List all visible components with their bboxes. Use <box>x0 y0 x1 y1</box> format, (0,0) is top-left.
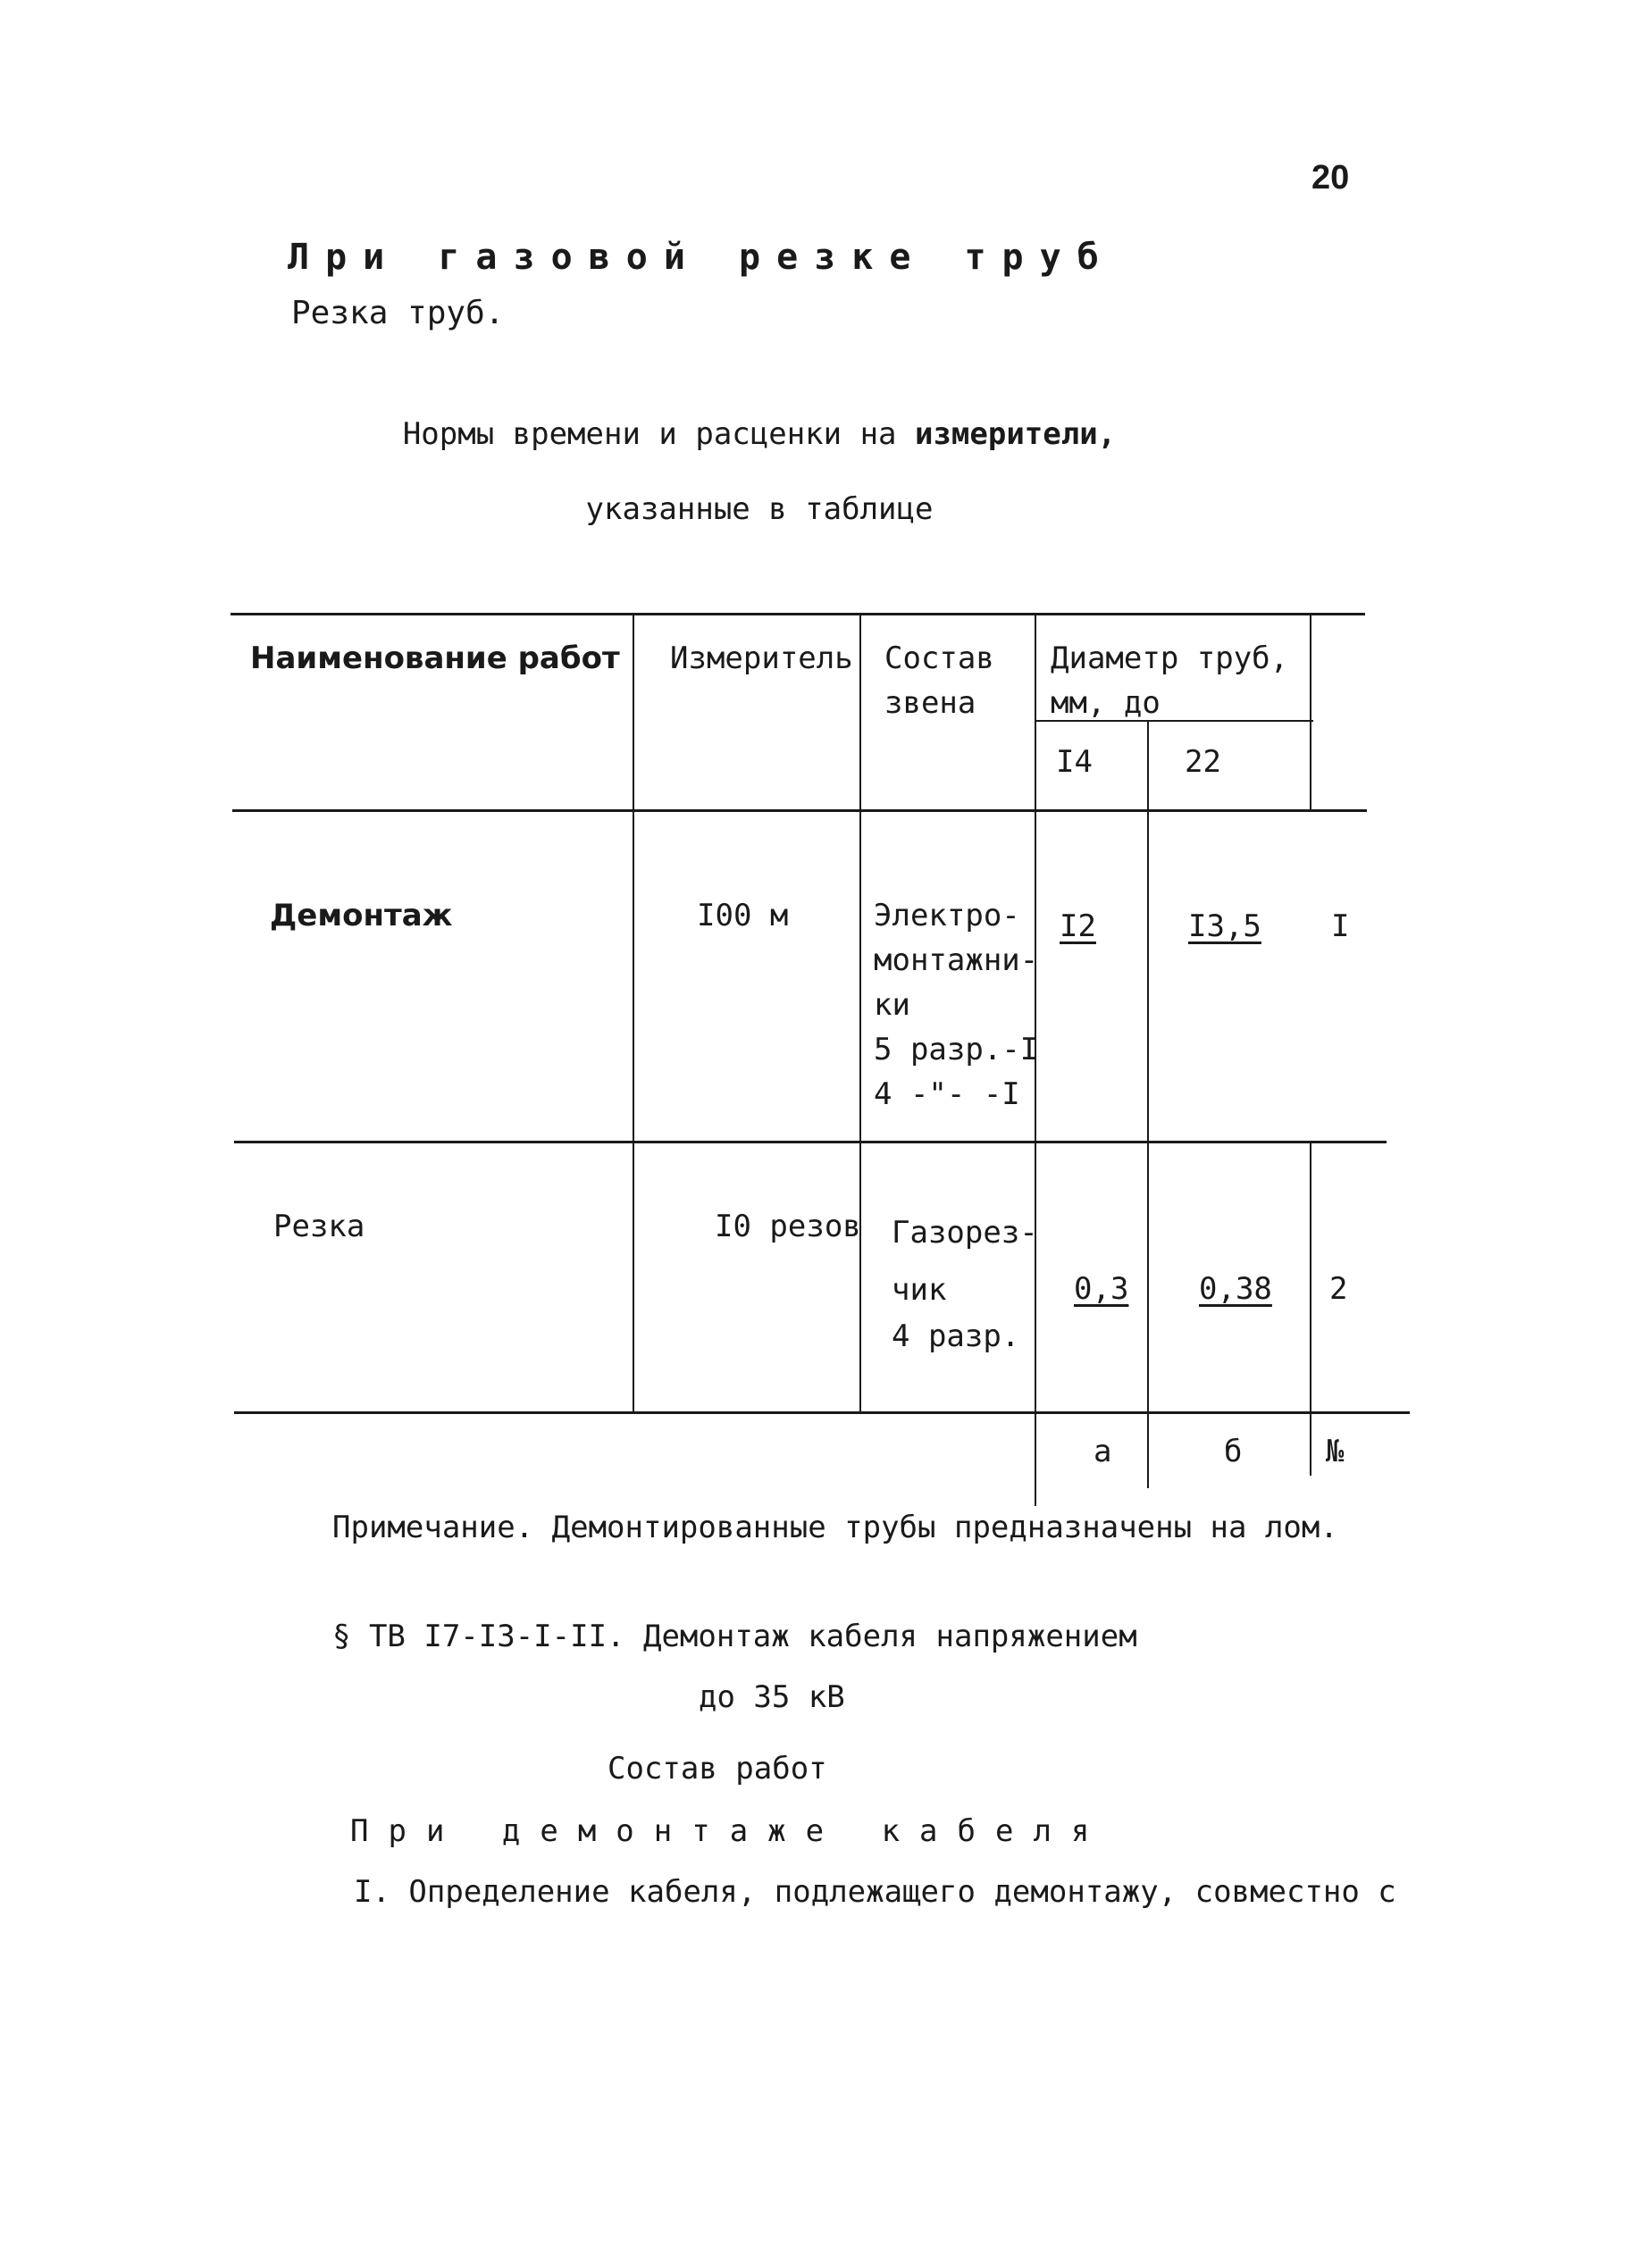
norms-subtitle: указанные в таблице <box>585 491 934 527</box>
work-item-1: I. Определение кабеля, подлежащего демонтажу, совместно с <box>354 1874 1396 1910</box>
row1-crew-line: Электро- <box>874 898 1020 933</box>
section-heading: Лри газовой резке труб <box>288 237 1115 278</box>
row1-value-b: I3,5 <box>1188 908 1261 944</box>
row2-name: Резка <box>273 1209 365 1244</box>
subheading: Резка труб. <box>291 295 505 331</box>
row1-number: I <box>1331 908 1350 944</box>
header-measure: Измеритель <box>670 640 853 676</box>
col-line-1 <box>633 613 634 1411</box>
row2-measure: I0 резов <box>715 1209 861 1244</box>
row1-bottom-rule <box>234 1141 1387 1143</box>
norms-title <box>0 416 1519 452</box>
row1-value-a: I2 <box>1060 908 1096 944</box>
row1-crew-line: 4 -"- -I <box>874 1076 1020 1112</box>
footer-a: а <box>1094 1434 1112 1469</box>
row2-crew-line: Газорез- <box>892 1215 1038 1251</box>
row1-crew <box>874 893 1038 1117</box>
col-line-5-lower <box>1310 1141 1311 1476</box>
row2-number: 2 <box>1329 1271 1348 1307</box>
header-d14: I4 <box>1056 744 1093 780</box>
row2-value-a: 0,3 <box>1074 1271 1129 1307</box>
section-title: § ТВ I7-I3-I-II. Демонтаж кабеля напряжением <box>332 1619 1137 1654</box>
col-line-4 <box>1147 720 1149 1488</box>
norms-title-bold: измерители, <box>914 416 1117 452</box>
page-number: 20 <box>1311 159 1350 197</box>
row1-crew-line: ки <box>874 987 910 1023</box>
header-bottom-rule <box>232 809 1367 812</box>
row1-crew-line: монтажни- <box>874 942 1039 978</box>
row2-bottom-rule <box>234 1411 1410 1414</box>
row2-crew <box>892 1204 1038 1354</box>
row2-crew-line: чик <box>892 1272 947 1308</box>
section-subtitle: до 35 кВ <box>699 1679 845 1715</box>
table-note: Примечание. Демонтированные трубы предназначены на лом. <box>332 1510 1338 1545</box>
row1-crew-line: 5 разр.-I <box>874 1032 1039 1067</box>
footer-b: б <box>1224 1434 1243 1469</box>
work-heading: При демонтаже кабеля <box>350 1813 1110 1849</box>
work-composition-title: Состав работ <box>608 1751 827 1787</box>
footer-num: № <box>1326 1434 1345 1469</box>
row1-measure: I00 м <box>697 898 789 933</box>
header-crew: Состав звена <box>884 640 994 721</box>
row1-name: Демонтаж <box>270 898 453 933</box>
norms-title-plain: Нормы времени и расценки на <box>402 416 915 452</box>
header-d22: 22 <box>1185 744 1221 780</box>
header-diameter: Диаметр труб, мм, до <box>1051 640 1289 721</box>
table-top-rule <box>230 613 1365 615</box>
row2-crew-line: 4 разр. <box>892 1318 1020 1354</box>
header-name: Наименование работ <box>250 640 620 676</box>
row2-value-b: 0,38 <box>1199 1271 1272 1307</box>
col-line-5 <box>1310 613 1311 809</box>
col-line-2 <box>859 613 861 1411</box>
